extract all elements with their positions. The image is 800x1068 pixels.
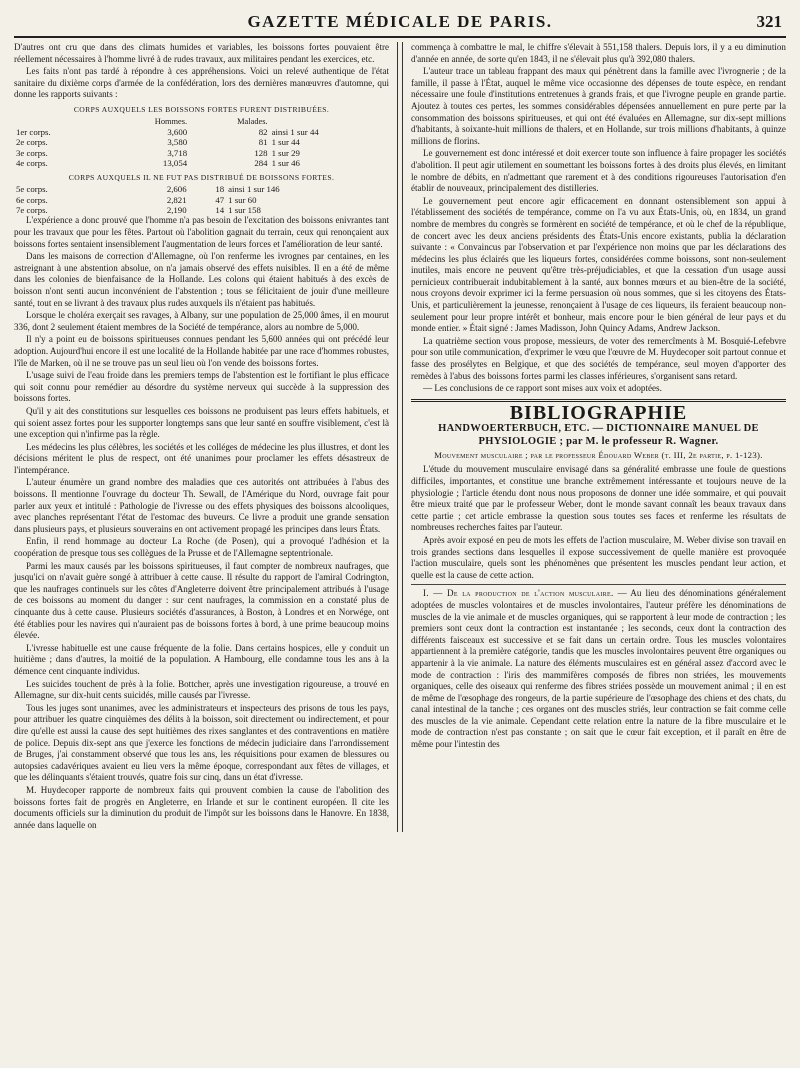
cell-sick: 82 [258, 126, 268, 137]
cell-men: 2,190 [166, 205, 187, 215]
subsection-heading: I. — De la production de l'action musculaire. [422, 588, 614, 599]
cell-sick: 14 [215, 205, 225, 215]
paragraph [411, 588, 786, 750]
reviewed-work-subtitle: Mouvement musculaire ; par le professeur Édouard Weber (t. III, 2e partie, p. 1-123). [434, 450, 763, 461]
paragraph: La quatrième section vous propose, messieurs, de voter des remercîments à M. Bosquié-Lefebvre pour son utile communication, d'exprimer le vœu que l'œuvre de M. Huydecoper soit partout connue et fasse des prosélytes en Belgique, et que des sociétés de tempérance, seul moyen d'apporter des remèdes à l'abus des boissons fortes parmi les classes inférieures, s'organisent sans retard. [410, 335, 786, 381]
cell-ratio: 1 sur 46 [271, 158, 300, 169]
paragraph: — Les conclusions de ce rapport sont mises aux voix et adoptées. [422, 383, 662, 394]
cell-men: 3,580 [167, 137, 188, 148]
cell-ratio: 1 sur 60 [228, 194, 257, 205]
paragraph: Le gouvernement peut encore agir efficacement en donnant ostensiblement son appui à l'établissement des sociétés de tempérance, comme on l'a vu aux États-Unis, où, en 1834, un grand nombre de membres du congrès se formèrent en société de tempérance, et où le chef de la république, de concert avec les deux anciens présidents des États-Unis encore existants, publia la déclaration suivante : « Convaincus par l'observation et par l'expérience non moins que par les déclarations des médecins les plus éclairés que les liqueurs fortes, considérées comme boissons, sont non-seulement inutiles, mais encore ne peuvent qu'être très-préjudiciables, et que la cessation d'un usage aussi pernicieux contribuerait indubitablement à la santé, aux bonnes mœurs et au bien-être de la société, nous croyons devoir exprimer ici la ferme persuasion où nous sommes, que si les citoyens des États-Unis, et particulièrement la jeunesse, renonçaient à l'usage de ces liqueurs, ils feraient beaucoup non-seulement pour leur propre intérêt et bonheur, mais encore pour le bien général de leur pays et du monde entier. » Était signé : James Madisson, John Quincy Adams, Andrew Jackson. [410, 195, 786, 334]
paragraph: Dans les maisons de correction d'Allemagne, où l'on renferme les ivrognes par centaines, en les astreignant à une abstention absolue, on n'a jamais observé des effets nuisibles. Il en a été de même dans les colonies de bienfaisance de la Hollande. Les colons qui étaient habitués à des excès de boisson n'ont senti aucun inconvénient de l'abstention ; tous se félicitaient de jouir d'une meilleure santé, tout en se livrant à des travaux plus rudes auxquels ils n'étaient pas habitués. [14, 251, 390, 308]
section-heading-bibliographie: BIBLIOGRAPHIE [411, 399, 786, 420]
table-row [14, 127, 389, 137]
masthead [14, 6, 786, 38]
column-header-men: Hommes. [154, 116, 188, 126]
paragraph: Le gouvernement est donc intéressé et doit exercer toute son influence à faire propager les sociétés d'abolition. Il peut agir utilement en soumettant les boissons fortes à des droits plus élevés, en limitant le nombre de débits, en n'admettant que rarement et à des conditions rigoureuses l'autorisation d'en établir de nouveaux, principalement des distilleries. [410, 148, 786, 194]
reviewed-work-title: HANDWOERTERBUCH, ETC. — DICTIONNAIRE MANUEL DE PHYSIOLOGIE ; par M. le professeur R. Wagner. [438, 423, 759, 448]
table-row [14, 137, 389, 147]
cell-ratio: ainsi 1 sur 146 [228, 184, 280, 195]
cell-men: 13,054 [162, 158, 188, 169]
paragraph: Parmi les maux causés par les boissons spiritueuses, il faut compter de nombreux naufrages, que jusqu'ici on n'avait guère songé à attribuer à cette cause. Il résulte du rapport de l'amiral Codrington, que les naufrages continuels sur les côtes d'Angleterre doivent être principalement attribués à l'usage de ces boissons au moment du danger : sur cent naufrages, la commission en a constaté plus de cinquante dus à cette cause. Plusieurs sociétés d'assurances, à Boston, à Londres et en Norwége, ont été établies pour les navires qui n'auraient pas de boissons fortes à bord, à une prime beaucoup moins élevée. [14, 560, 390, 641]
table-row [14, 158, 389, 168]
cell-sick: 81 [258, 137, 268, 148]
cell-ratio: 1 sur 158 [228, 205, 261, 215]
paragraph: L'expérience a donc prouvé que l'homme n'a pas besoin de l'excitation des boissons enivrantes tant pour les travaux que pour les fêtes. Partout où l'abolition gagnait du terrain, ceux qui renonçaient aux boissons fortes sentaient insensiblement l'augmentation de leurs forces et l'amélioration de leur santé. [14, 215, 390, 249]
paragraph: Il n'y a point eu de boissons spiritueuses connues pendant les 5,600 années qui ont précédé leur adoption. Aujourd'hui encore il est une localité de la Hollande habitée par une race d'hommes robustes, l'île de Marken, où il ne se trouve pas un seul lieu où l'on vende des boissons fortes. [14, 334, 390, 368]
columns [14, 42, 786, 832]
table-title: CORPS AUXQUELS LES BOISSONS FORTES FURENT DISTRIBUÉES. [73, 104, 330, 114]
table-row [14, 184, 389, 194]
table-title: CORPS AUXQUELS IL NE FUT PAS DISTRIBUÉ DE BOISSONS FORTES. [68, 172, 335, 182]
cell-sick: 47 [215, 194, 225, 205]
column-header-sick: Malades. [237, 116, 268, 126]
paragraph: Qu'il y ait des constitutions sur lesquelles ces boissons ne produisent pas leurs effets habituels, et qui soient assez fortes pour les supporter longtemps sans que leur santé en souffre visiblement, c'est là une exception qui n'infirme pas la règle. [14, 405, 390, 440]
paragraph: commença à combattre le mal, le chiffre s'élevait à 551,158 thalers. Depuis lors, il y a eu diminution d'année en année, de sorte qu'en 1843, il ne s'élevait plus qu'à 392,080 thalers. [410, 42, 786, 64]
stats-table-distributed [14, 117, 389, 169]
paragraph: Tous les juges sont unanimes, avec les administrateurs et inspecteurs des prisons de tous les pays, pour attribuer les quatre cinquièmes des délits à la boisson, soit directement ou indirectement, et pour dire qu'elle est aussi la cause des sept huitièmes des rixes sanglantes et des contraventions en matière de police. Depuis dix-sept ans que j'exerce les fonctions de médecin judiciaire dans l'arrondissement de Bruges, j'ai constamment observé que tous les ans, les réquisitions pour examen de blessures ou autopsies cadavériques avaient eu lieu vers la même époque, correspondant aux fêtes de villages, et que les délinquants s'étaient trouvés, quatre fois sur cinq, dans un état d'ivresse. [14, 702, 390, 783]
cell-men: 3,718 [167, 147, 188, 158]
paragraph: L'ivresse habituelle est une cause fréquente de la folie. Dans certains hospices, elle y conduit un huitième ; dans d'autres, la moitié de la population. A Hambourg, elle condamne tous les ans à la démence cent cinquante individus. [14, 642, 390, 676]
cell-corps: 7e corps. [16, 205, 48, 215]
cell-corps: 6e corps. [16, 194, 48, 205]
paragraph: L'usage suivi de l'eau froide dans les premiers temps de l'abstention est le fortifiant le plus efficace qui soit connu pour remédier au désordre du système nerveux qui succède à la suppression des boissons fortes. [14, 370, 390, 404]
paragraph: Lorsque le choléra exerçait ses ravages, à Albany, sur une population de 25,000 âmes, il en mourut 336, dont 2 seulement étaient membres de la Société de tempérance, alors au nombre de 5,000. [14, 310, 390, 332]
cell-sick: 128 [254, 147, 268, 158]
left-column [14, 42, 397, 832]
table-header-row [14, 117, 389, 127]
cell-ratio: 1 sur 44 [271, 137, 300, 148]
cell-ratio: ainsi 1 sur 44 [271, 126, 319, 137]
cell-men: 2,606 [166, 184, 187, 195]
cell-corps: 4e corps. [16, 158, 48, 169]
cell-ratio: 1 sur 29 [271, 147, 300, 158]
cell-corps: 1er corps. [16, 126, 51, 137]
cell-sick: 284 [254, 158, 268, 169]
paragraph: Enfin, il rend hommage au docteur La Roche (de Posen), qui a provoqué l'adhésion et la coopération de presque tous ses collègues de la Prusse et de l'Allemagne septentrionale. [14, 536, 390, 559]
cell-men: 2,821 [166, 194, 187, 205]
divider [411, 584, 786, 585]
paragraph-text: — Au lieu des dénominations généralement adoptées de muscles volontaires et de muscles involontaires, l'auteur préfère les dénominations de muscles de la vie animale et de muscles organiques, qui se rapportent à leur mode de contraction ; les premiers sont ceux dont la contraction est instantanée ; les seconds, ceux dont la contraction des différents faisceaux est successive et se fait dans un certain ordre. Tous les muscles volontaires appartiennent à la première catégorie, tandis que les muscles involontaires peuvent être organiques ou appartenir à la vie animale. La nature des éléments musculaires est en général assez d'accord avec le mode de contraction : l'iris des mammifères composés de fibres non striées, les mouvements organiques, celle des oiseaux qui renferme des fibres striées possède un mouvement animal ; il en est de même de l'œsophage des rongeurs, de la partie supérieure de l'œsophage des chiens et des chats, du canal intestinal de la tanche ; ces organes ont des muscles striés, leur contraction se fait comme celle des muscles de la vie animale. Cependant cette relation entre la nature de la fibre musculaire et le mode de contraction n'est pas constante ; on sait que le cœur fait exception, et il paraît en être de même pour l'intestin des [410, 588, 786, 750]
paragraph: L'étude du mouvement musculaire envisagé dans sa généralité embrasse une foule de questions difficiles, importantes, et constitue une branche extrêmement intéressante et toujours neuve de la physiologie ; l'article étendu dont nous nous proposons de donner une idée sommaire, et qui pouvait être mieux traité que par le professeur Weber, dont le monde savant connaît les beaux travaux dans cette partie ; cet article embrasse la question sous toutes ses faces et renferme les résultats de nombreuses recherches faites par l'auteur. [410, 464, 786, 533]
paragraph: M. Huydecoper rapporte de nombreux faits qui prouvent combien la cause de l'abolition des boissons fortes fait de progrès en Angleterre, en Irlande et sur le continent européen. Il cite les documents officiels sur la diminution du produit de l'impôt sur les boissons dans le Hanovre. En 1838, année dans laquelle on [14, 784, 390, 830]
stats-table-not-distributed [14, 184, 389, 215]
cell-corps: 3e corps. [16, 147, 48, 158]
right-column [403, 42, 786, 832]
cell-corps: 5e corps. [16, 184, 48, 195]
journal-title: GAZETTE MÉDICALE DE PARIS. [247, 12, 553, 31]
paragraph: D'autres ont cru que dans des climats humides et variables, les boissons fortes pouvaient être réellement nécessaires à l'homme livré à de rudes travaux, aux militaires pendant les exercices, etc. [14, 42, 390, 64]
paragraph: Les faits n'ont pas tardé à répondre à ces appréhensions. Voici un relevé authentique de l'état sanitaire du dixième corps d'armée de la confédération, lors des dernières manœuvres d'automne, qui donne les rapports suivants : [14, 66, 390, 100]
paragraph: L'auteur trace un tableau frappant des maux qui pénètrent dans la famille avec l'ivrognerie ; de la famille, il passe à l'État, auquel le même vice occasionne des dépenses de toute espèce, en rendant nécessaire une foule d'institutions entretenues à grands frais, et que l'ivrogne peuple en grande partie. Ajoutez à toutes ces pertes, les sommes considérables dépensées annuellement en pure perte par la consommation des boissons spiritueuses, et qui ont été évaluées en Allemagne, sur dix-sept millions d'habitants, à soixante-huit millions de thalers, et en Hollande, sur trois millions d'habitants, à quinze millions de florins. [410, 66, 786, 146]
table-row [14, 205, 389, 215]
paragraph: L'auteur énumère un grand nombre des maladies que ces autorités ont attribuées à l'abus des boissons. Il mentionne l'ouvrage du docteur Th. Sewall, de l'Amérique du Nord, ouvrage fait pour parler aux yeux et intitulé : Pathologie de l'ivresse ou des effets physiques des boissons alcooliques, avec planches représentant l'état de l'estomac des buveurs. Ce livre a produit une grande sensation dans plusieurs pays, et plusieurs souverains en ont activement propagé les principes dans leurs États. [14, 477, 390, 534]
cell-men: 3,600 [167, 126, 188, 137]
page-number: 321 [756, 12, 782, 31]
table-row [14, 148, 389, 158]
cell-corps: 2e corps. [16, 137, 48, 148]
paragraph: Les médecins les plus célèbres, les sociétés et les colléges de médecine les plus illustres, et dont les décisions méritent le plus de respect, ont été unanimes pour proclamer les effets désastreux de l'intempérance. [14, 441, 390, 475]
table-row [14, 195, 389, 205]
cell-sick: 18 [215, 184, 225, 195]
paragraph: Les suicides touchent de près à la folie. Bottcher, après une investigation rigoureuse, a trouvé en Allemagne, sur dix-huit cents suicidés, mille causés par l'ivresse. [14, 678, 390, 701]
paragraph: Après avoir exposé en peu de mots les effets de l'action musculaire, M. Weber divise son travail en trois grandes sections dans lesquelles il expose successivement de quelle manière est provoquée l'action musculaire, quels sont les phénomènes que présentent les muscles pendant leur action, et quelle est la cause de cette action. [410, 534, 786, 580]
